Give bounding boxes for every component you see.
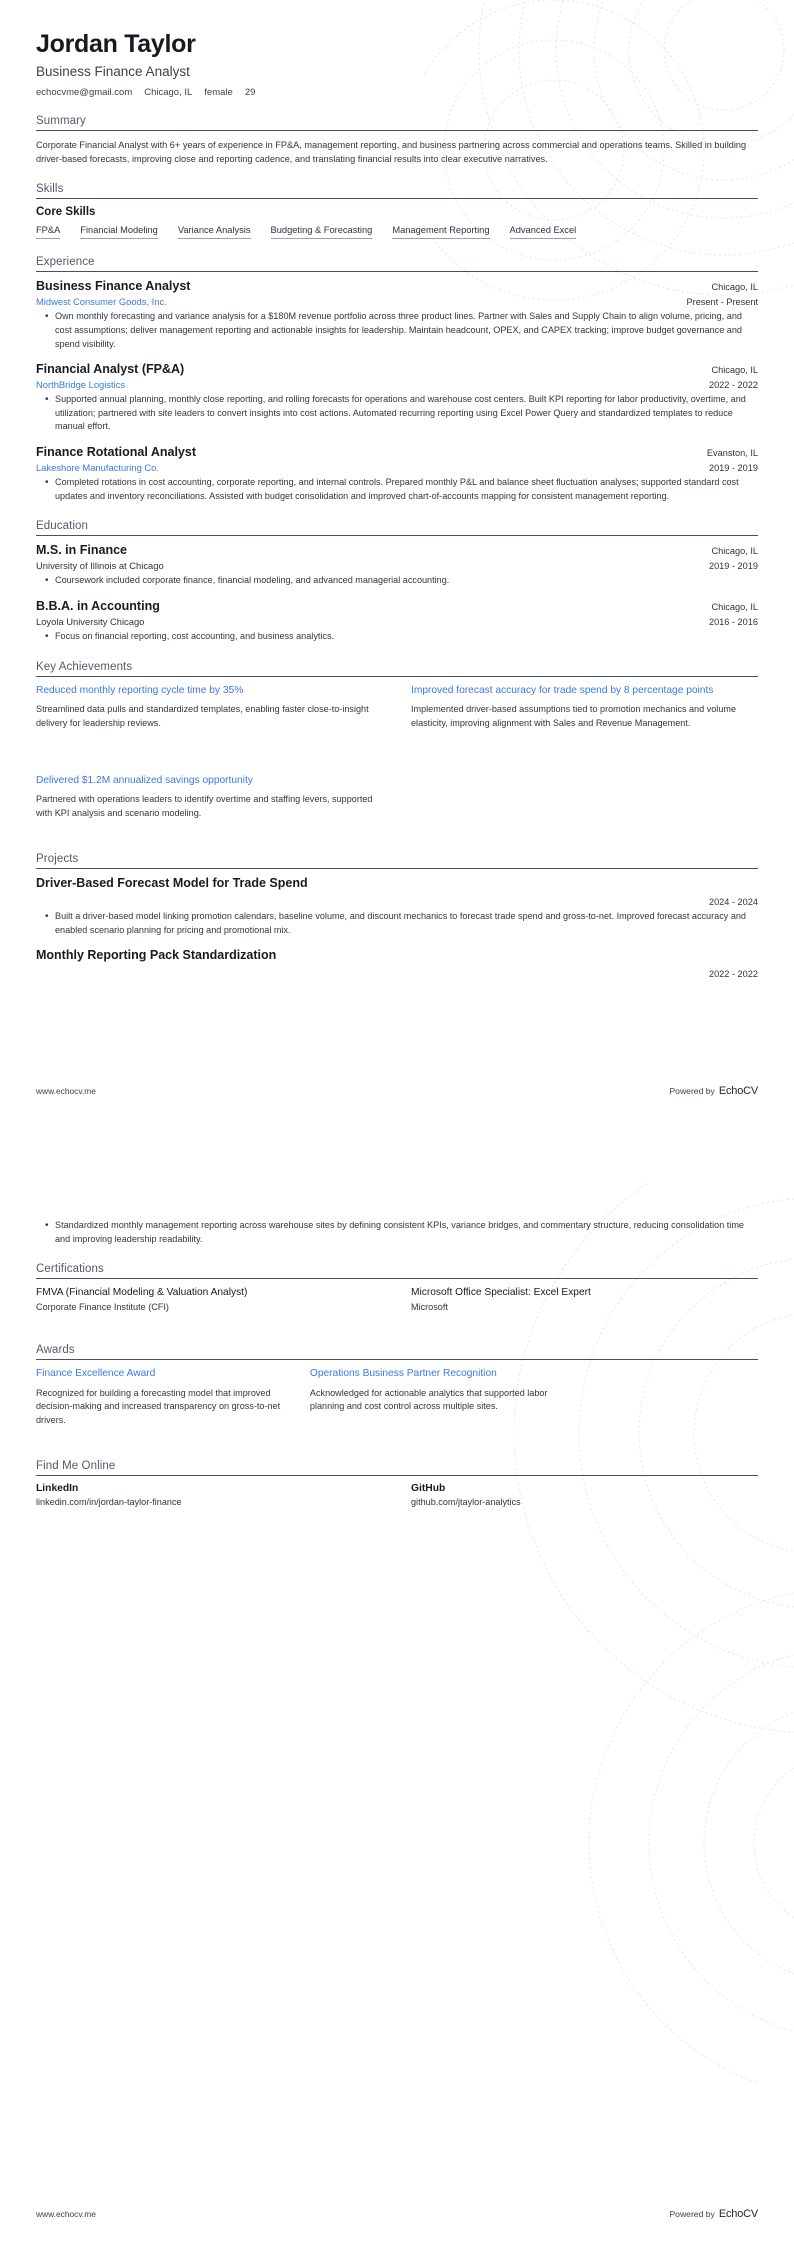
footer-powered-by-label: Powered by (669, 2209, 715, 2219)
award-item (310, 1367, 556, 1428)
section-rule (36, 1359, 758, 1360)
experience-company[interactable]: NorthBridge Logistics (36, 379, 126, 391)
bullet-item: • Built a driver-based model linking promotion calendars, baseline volume, and discount mechanics to forecast trade spend and gross-to-net. Improved forecast accuracy and enabled scenario planning for pricing and promotional mix. (48, 910, 758, 937)
section-projects (36, 853, 758, 979)
project-dates: 2024 - 2024 (708, 896, 758, 907)
project-bullets (36, 910, 758, 937)
experience-entry (36, 279, 758, 351)
section-education (36, 520, 758, 643)
online-link-item[interactable] (411, 1483, 758, 1507)
footer-powered-by-label: Powered by (669, 1086, 715, 1096)
achievement-item (36, 774, 383, 821)
project-name: Monthly Reporting Pack Standardization (36, 948, 277, 963)
education-bullets (36, 630, 758, 644)
bullet-item: • Own monthly forecasting and variance analysis for a $180M revenue portfolio across three product lines. Partner with Sales and Supply Chain to align volume, pricing, and cost assumptions; deliver management reporting and actionable insights for leadership. Maintain headcount, OPEX, and CAPEX tracking; improve budget governance and spend visibility. (48, 310, 758, 351)
section-experience (36, 256, 758, 503)
online-link-list (36, 1483, 758, 1522)
section-key-achievements (36, 661, 758, 836)
achievement-title: Improved forecast accuracy for trade spend by 8 percentage points (411, 684, 714, 696)
project-continued (36, 1219, 758, 1246)
section-find-me-online (36, 1460, 758, 1522)
bullet-item: • Standardized monthly management reporting across warehouse sites by defining consistent KPIs, variance bridges, and commentary structure, reducing consolidation time and improving leadership readability. (48, 1219, 758, 1246)
skill-group-name: Core Skills (36, 206, 96, 219)
skill-tag: Advanced Excel (510, 225, 577, 239)
footer-brand (669, 1085, 758, 1097)
candidate-headline: Business Finance Analyst (36, 63, 190, 79)
experience-location: Evanston, IL (706, 448, 758, 459)
certification-name: FMVA (Financial Modeling & Valuation Analyst) (36, 1287, 248, 1299)
online-link-url[interactable]: github.com/jtaylor-analytics (411, 1496, 521, 1507)
bullet-item: • Coursework included corporate finance, financial modeling, and advanced managerial accounting. (48, 574, 758, 588)
certification-item (411, 1286, 758, 1312)
achievement-item (411, 684, 758, 731)
resume-page-2 (0, 1123, 794, 2246)
bullet-item: • Focus on financial reporting, cost accounting, and business analytics. (48, 630, 758, 644)
contact-gender: female (204, 86, 233, 98)
achievement-description: Implemented driver-based assumptions tied to promotion mechanics and volume elasticity, improving alignment with Sales and Revenue Management. (411, 704, 737, 728)
section-rule (36, 130, 758, 131)
award-description: Recognized for building a forecasting model that improved decision-making and increased transparency on gross-to-net drivers. (36, 1387, 281, 1426)
section-title-education: Education (36, 520, 89, 533)
education-location: Chicago, IL (711, 546, 758, 557)
education-degree: B.B.A. in Accounting (36, 599, 160, 614)
section-title-certifications: Certifications (36, 1263, 104, 1276)
section-title-skills: Skills (36, 183, 64, 196)
contact-email: echocvme@gmail.com (36, 86, 133, 98)
bullet-item: • Completed rotations in cost accounting, corporate reporting, and internal controls. Prepared monthly P&L and balance sheet fluctuation analyses; supported standard cost updates and inventory reconciliations. Assisted with budget consolidation and improved chart-of-accounts mapping for consistent management reporting. (48, 476, 758, 503)
section-rule (36, 1475, 758, 1476)
skill-tag: FP&A (36, 225, 60, 239)
section-title-find-me-online: Find Me Online (36, 1459, 116, 1472)
contact-age: 29 (244, 86, 256, 98)
experience-role: Financial Analyst (FP&A) (36, 362, 185, 377)
footer-brand-name: EchoCV (718, 1085, 758, 1097)
experience-role: Finance Rotational Analyst (36, 445, 196, 460)
contact-location: Chicago, IL (144, 86, 193, 98)
contact-row (36, 87, 758, 98)
achievement-title: Reduced monthly reporting cycle time by 35% (36, 684, 244, 696)
section-awards (36, 1344, 758, 1443)
experience-company[interactable]: Midwest Consumer Goods, Inc. (36, 296, 167, 308)
summary-text: Corporate Financial Analyst with 6+ years of experience in FP&A, management reporting, and business partnering across commercial and operations teams. Skilled in building driver-based forecasts, improving close and reporting cadence, and translating financial results into clear executive narratives. (36, 139, 747, 164)
section-rule (36, 868, 758, 869)
section-title-awards: Awards (36, 1344, 75, 1357)
section-rule (36, 271, 758, 272)
skill-tag: Budgeting & Forecasting (271, 225, 373, 239)
education-dates: 2016 - 2016 (708, 617, 758, 628)
award-list (36, 1367, 758, 1443)
footer-brand (669, 2208, 758, 2220)
project-entry (36, 876, 758, 937)
candidate-name: Jordan Taylor (36, 30, 196, 58)
achievement-item (36, 684, 383, 731)
education-degree: M.S. in Finance (36, 543, 127, 558)
project-name: Driver-Based Forecast Model for Trade Spend (36, 875, 308, 890)
section-rule (36, 198, 758, 199)
achievement-list (36, 684, 758, 836)
education-location: Chicago, IL (711, 602, 758, 613)
education-school: Loyola University Chicago (36, 616, 145, 628)
section-rule (36, 676, 758, 677)
resume-header (36, 30, 758, 98)
award-title: Operations Business Partner Recognition (309, 1368, 497, 1380)
skill-tag: Financial Modeling (80, 225, 158, 239)
bullet-item: • Supported annual planning, monthly close reporting, and rolling forecasts for operations and warehouse cost centers. Built KPI reporting for labor productivity, overtime, and utilization; partnered with site leaders to convert insights into cost actions. Automated recurring reporting using Excel Power Query and standardized templates to reduce manual effort. (48, 393, 758, 434)
certification-list (36, 1286, 758, 1327)
project-entry (36, 948, 758, 979)
footer-brand-name: EchoCV (718, 2208, 758, 2220)
section-rule (36, 1278, 758, 1279)
online-link-url[interactable]: linkedin.com/in/jordan-taylor-finance (36, 1496, 182, 1507)
certification-issuer: Corporate Finance Institute (CFI) (36, 1302, 169, 1313)
experience-location: Chicago, IL (711, 365, 758, 376)
footer-url[interactable]: www.echocv.me (36, 1086, 96, 1096)
section-title-experience: Experience (36, 256, 95, 269)
online-link-item[interactable] (36, 1483, 383, 1507)
project-dates: 2022 - 2022 (708, 969, 758, 980)
certification-item (36, 1286, 383, 1312)
achievement-description: Streamlined data pulls and standardized templates, enabling faster close-to-insight delivery for leadership reviews. (36, 704, 369, 728)
achievement-description: Partnered with operations leaders to identify overtime and staffing levers, supported with KPI analysis and scenario modeling. (36, 794, 373, 819)
experience-bullets (36, 393, 758, 434)
section-title-summary: Summary (36, 114, 86, 127)
experience-role: Business Finance Analyst (36, 279, 191, 294)
award-title: Finance Excellence Award (36, 1368, 156, 1380)
section-title-key-achievements: Key Achievements (36, 660, 133, 673)
skill-tag-list (36, 225, 758, 239)
experience-bullets (36, 310, 758, 351)
education-entry (36, 599, 758, 644)
experience-location: Chicago, IL (711, 282, 758, 293)
certification-issuer: Microsoft (411, 1302, 448, 1313)
online-link-label: GitHub (411, 1482, 446, 1494)
experience-dates: 2019 - 2019 (708, 463, 758, 474)
education-entry (36, 543, 758, 588)
certification-name: Microsoft Office Specialist: Excel Expert (411, 1287, 591, 1299)
section-rule (36, 535, 758, 536)
page-footer (36, 1085, 758, 1097)
award-description: Acknowledged for actionable analytics that supported labor planning and cost control across multiple sites. (309, 1387, 548, 1412)
section-skills (36, 183, 758, 239)
section-summary (36, 115, 758, 167)
experience-dates: Present - Present (686, 297, 758, 308)
experience-dates: 2022 - 2022 (708, 380, 758, 391)
education-school: University of Illinois at Chicago (36, 560, 164, 572)
project-bullets (36, 1219, 758, 1246)
experience-bullets (36, 476, 758, 503)
footer-url[interactable]: www.echocv.me (36, 2209, 96, 2219)
award-item (36, 1367, 282, 1428)
skill-tag: Variance Analysis (178, 225, 251, 239)
education-bullets (36, 574, 758, 588)
skill-tag: Management Reporting (392, 225, 489, 239)
page-footer (36, 2208, 758, 2220)
experience-company[interactable]: Lakeshore Manufacturing Co. (36, 462, 159, 474)
experience-entry (36, 362, 758, 434)
experience-entry (36, 445, 758, 503)
section-title-projects: Projects (36, 852, 79, 865)
achievement-title: Delivered $1.2M annualized savings opportunity (36, 774, 253, 786)
education-dates: 2019 - 2019 (708, 561, 758, 572)
online-link-label: LinkedIn (36, 1482, 79, 1494)
section-certifications (36, 1263, 758, 1327)
